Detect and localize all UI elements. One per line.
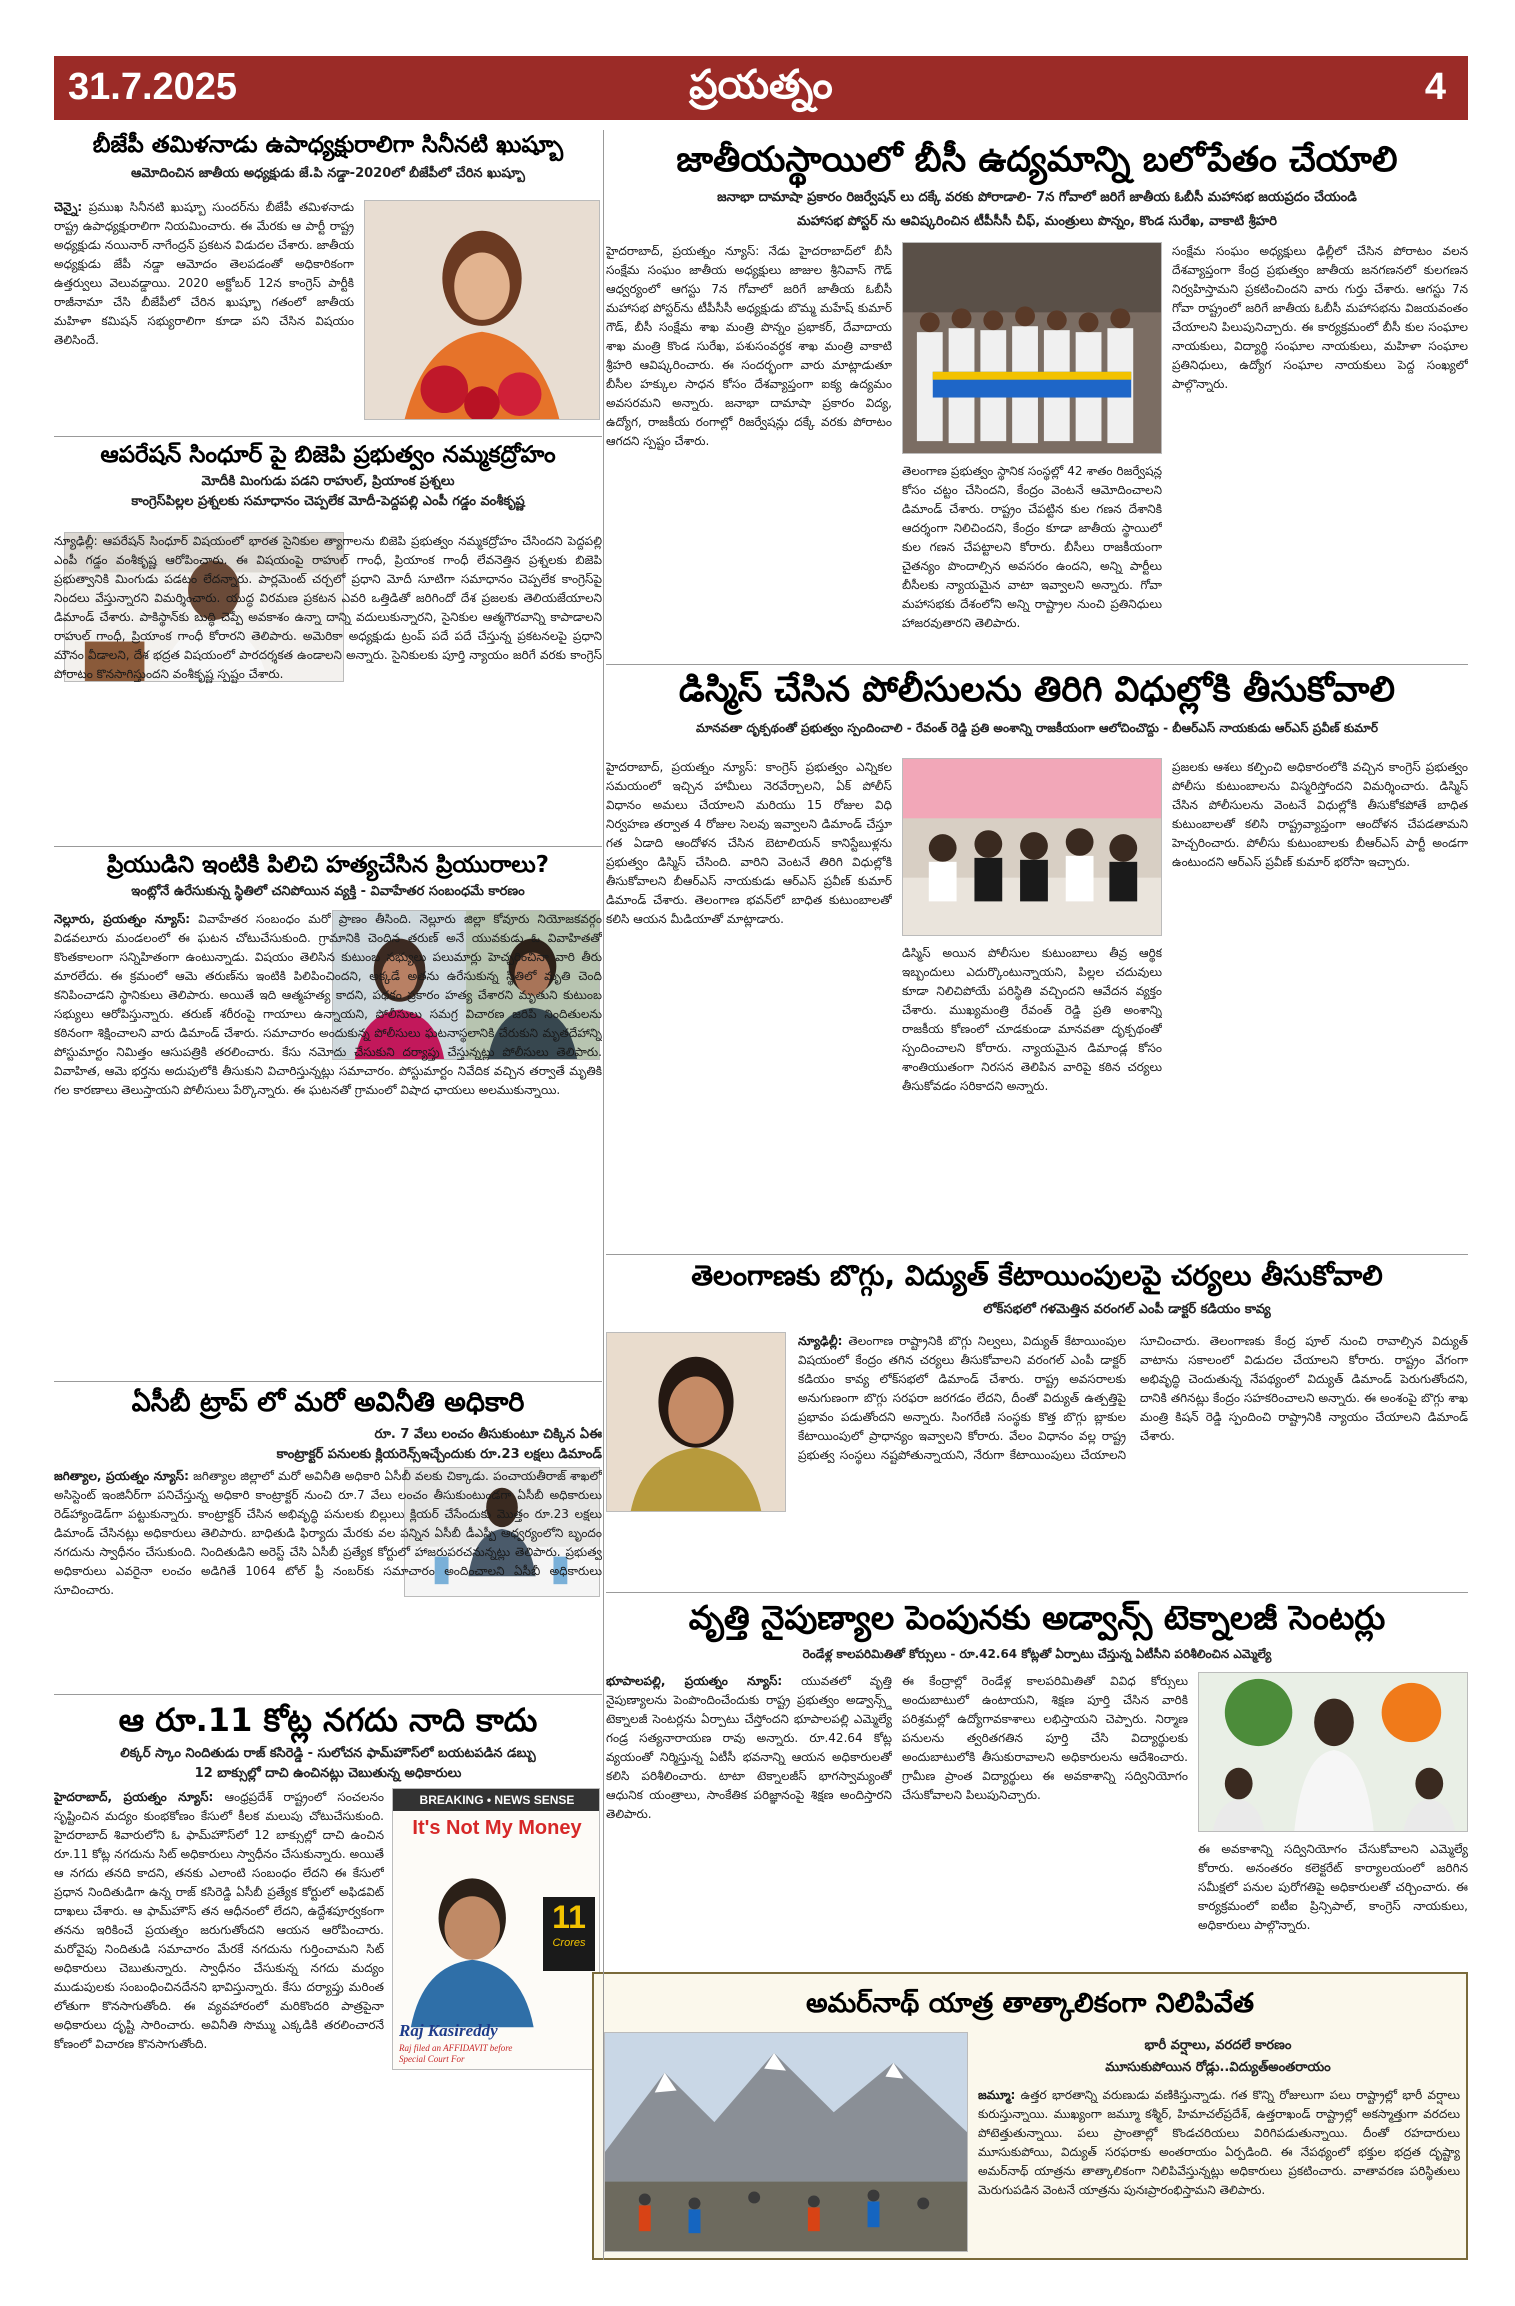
dateline: నెల్లూరు, ప్రయత్నం న్యూస్: xyxy=(54,912,191,926)
section-divider xyxy=(54,846,602,847)
subheadline: లిక్కర్ స్కాం నిందితుడు రాజ్ కసిరెడ్డి - సులోచన ఫామ్‌హౌస్‌లో బయటపడిన డబ్బు xyxy=(120,1746,536,1761)
section-divider xyxy=(54,1694,602,1695)
body-text: ప్రముఖ సినీనటి ఖుష్బూ సుందర్‌ను బీజేపీ తమిళనాడు రాష్ట్ర ఉపాధ్యక్షురాలిగా నియమించారు. ఈ మేరకు ఆ పార్టీ రాష్ట్ర అధ్యక్షుడు నయినార్ నాగేంద్రన్ ప్రకటన విడుదల చేశారు. జాతీయ అధ్యక్షుడు జేపీ నడ్డా ఆమోదం తెలపడంతో అధికారికంగా ఉత్తర్వులు వెలువడ్డాయి. 2020 అక్టోబర్ 12న కాంగ్రెస్ పార్టీకి రాజీనామా చేసి బీజేపీలో చేరిన ఖుష్బూ గతంలో జాతీయ మహిళా కమిషన్ సభ్యురాలిగా కూడా పని చేసిన విషయం తెలిసిందే. xyxy=(54,200,354,347)
subheadline: లోక్‌సభలో గళమెత్తిన వరంగల్ ఎంపీ డాక్టర్ కడియం కావ్య xyxy=(983,1302,1271,1317)
article-body-col3: ఈ అవకాశాన్ని సద్వినియోగం చేసుకోవాలని ఎమ్మెల్యే కోరారు. అనంతరం కలెక్టరేట్ కార్యాలయంలో జరిగిన సమీక్షలో పనుల పురోగతిపై అధికారులతో చర్చించారు. ఈ కార్యక్రమంలో ఐటీఐ ప్రిన్సిపాల్, కాంగ్రెస్ నాయకులు, అధికారులు పాల్గొన్నారు. xyxy=(1198,1842,1468,1932)
page-number: 4 xyxy=(1424,66,1446,108)
section-divider xyxy=(606,1254,1468,1255)
khushbu-photo xyxy=(364,200,600,420)
subheadline: మోదీకి మింగుడు పడని రాహుల్, ప్రియాంక ప్రశ్నలు xyxy=(201,474,455,489)
headline: ఆ రూ.11 కోట్ల నగదు నాది కాదు xyxy=(118,1701,538,1739)
newspaper-title: ప్రయత్నం xyxy=(689,62,833,108)
body-text: జగిత్యాల జిల్లాలో మరో అవినీతి అధికారి ఏసీబీ వలకు చిక్కాడు. పంచాయతీరాజ్ శాఖలో అసిస్టెంట్ ఇంజినీర్‌గా పనిచేస్తున్న అధికారి కాంట్రాక్టర్ నుంచి రూ.7 వేలు లంచం తీసుకుంటుండగా ఏసీబీ అధికారులు రెడ్‌హ్యాండెడ్‌గా పట్టుకున్నారు. కాంట్రాక్టర్ చేసిన అభివృద్ధి పనులకు బిల్లులు క్లియర్ చేసేందుకు మొత్తం రూ.23 లక్షలు డిమాండ్ చేసినట్లు అధికారులు తెలిపారు. బాధితుడి ఫిర్యాదు మేరకు వల పన్నిన ఏసీబీ డీఎస్పీ ఆధ్వర్యంలోని బృందం నగదును స్వాధీనం చేసుకుంది. నిందితుడిని అరెస్ట్ చేసి ఏసీబీ ప్రత్యేక కోర్టులో హాజరుపరచనున్నట్లు తెలిపారు. ప్రభుత్వ అధికారులు ఎవరైనా లంచం అడిగితే 1064 టోల్ ఫ్రీ నంబర్‌కు సమాచారం అందించాలని ఏసీబీ అధికారులు సూచించారు. xyxy=(54,1469,602,1597)
dateline: భూపాలపల్లి, ప్రయత్నం న్యూస్: xyxy=(606,1674,783,1688)
subheadline: ఇంట్లోనే ఉరేసుకున్న స్థితిలో చనిపోయిన వ్యక్తి - వివాహేతర సంబంధమే కారణం xyxy=(131,884,525,899)
article-body-col3: సంక్షేమ సంఘం అధ్యక్షులు ఢిల్లీలో చేసిన పోరాటం వలన దేశవ్యాప్తంగా కేంద్ర ప్రభుత్వం జాతీయ జనగణనలో కులగణన నిర్వహిస్తామని ప్రకటించిందని వారు గుర్తు చేశారు. ఆగస్టు 7న గోవా రాష్ట్రంలో జరిగే జాతీయ ఓబీసీ మహాసభను విజయవంతం చేయాలని పిలుపునిచ్చారు. ఈ కార్యక్రమంలో బీసీ కుల సంఘాల నాయకులు, విద్యార్థి సంఘాల నాయకులు, మహిళా సంఘాల ప్రతినిధులు, ఉద్యోగ సంఘాల నాయకులు పెద్ద సంఖ్యలో పాల్గొన్నారు. xyxy=(1172,244,1468,391)
police-press-photo xyxy=(902,758,1162,936)
dateline: చెన్నై: xyxy=(54,200,83,214)
masthead xyxy=(54,56,1468,120)
article-skills xyxy=(606,1596,1468,1966)
headline: ఏసీబీ ట్రాప్ లో మరో అవినీతి అధికారి xyxy=(131,1387,525,1418)
article-body-col2: ఈ కేంద్రాల్లో రెండేళ్ల కాలపరిమితితో వివిధ కోర్సులు అందుబాటులో ఉంటాయని, శిక్షణ పూర్తి చేసిన వారికి పరిశ్రమల్లో ఉద్యోగావకాశాలు లభిస్తాయని చెప్పారు. నిర్మాణ పనులను త్వరితగతిన పూర్తి చేసి విద్యార్థులకు అందుబాటులోకి తీసుకురావాలని అధికారులను ఆదేశించారు. గ్రామీణ ప్రాంత విద్యార్థులు ఈ అవకాశాన్ని సద్వినియోగం చేసుకోవాలని పిలుపునిచ్చారు. xyxy=(902,1674,1188,1802)
dateline: హైదరాబాద్, ప్రయత్నం న్యూస్: xyxy=(54,1790,214,1804)
section-divider xyxy=(54,1381,602,1382)
article-body-col2: డిస్మిస్ అయిన పోలీసుల కుటుంబాలు తీవ్ర ఆర్థిక ఇబ్బందులు ఎదుర్కొంటున్నాయని, పిల్లల చదువులు కూడా నిలిచిపోయే పరిస్థితి వచ్చిందని ఆవేదన వ్యక్తం చేశారు. ముఖ్యమంత్రి రేవంత్ రెడ్డి ప్రతి అంశాన్ని రాజకీయ కోణంలో చూడకుండా మానవతా దృక్పథంతో స్పందించాలని కోరారు. న్యాయమైన డిమాండ్ల కోసం శాంతియుతంగా నిరసన తెలిపిన వారిపై కఠిన చర్యలు తీసుకోవడం సరికాదని అన్నారు. xyxy=(902,946,1162,1093)
mla-photo xyxy=(1198,1672,1468,1832)
headline: అమర్‌నాథ్ యాత్ర తాత్కాలికంగా నిలిపివేత xyxy=(806,1988,1254,2019)
article-lover xyxy=(54,850,602,1380)
headline: వృత్తి నైపుణ్యాల పెంపునకు అడ్వాన్స్ టెక్నాలజీ సెంటర్లు xyxy=(688,1598,1386,1637)
person-name: Raj Kasireddy xyxy=(399,2021,498,2040)
article-khushbu xyxy=(54,130,602,430)
article-body-col2: తెలంగాణ ప్రభుత్వం స్థానిక సంస్థల్లో 42 శాతం రిజర్వేషన్ల కోసం చట్టం చేసిందని, కేంద్రం వెంటనే ఆమోదించాలని డిమాండ్ చేశారు. రాష్ట్రం చేపట్టిన కుల గణన దేశానికి ఆదర్శంగా నిలిచిందని, కేంద్రం కూడా జాతీయ స్థాయిలో కుల గణన చేపట్టాలని కోరారు. బీసీలు రాజకీయంగా చైతన్యం పొందాల్సిన అవసరం ఉందని, అన్ని పార్టీలు బీసీలకు న్యాయమైన వాటా ఇవ్వాలని అన్నారు. గోవా మహాసభకు దేశంలోని అన్ని రాష్ట్రాల నుంచి ప్రతినిధులు హాజరవుతారని తెలిపారు. xyxy=(902,464,1162,630)
article-coal xyxy=(606,1258,1468,1588)
column-divider xyxy=(603,130,604,2260)
article-body xyxy=(54,198,354,428)
headline: బీజేపీ తమిళనాడు ఉపాధ్యక్షురాలిగా సినీనటి ఖుష్బూ xyxy=(92,132,564,158)
subheadline-2: మూసుకుపోయిన రోడ్లు..విద్యుత్‌అంతరాయం xyxy=(1105,2060,1331,2075)
headline: జాతీయస్థాయిలో బీసీ ఉద్యమాన్ని బలోపేతం చేయాలి xyxy=(676,140,1398,180)
badge-text: Crores xyxy=(552,1937,586,1949)
headline: తెలంగాణకు బొగ్గు, విద్యుత్ కేటాయింపులపై చర్యలు తీసుకోవాలి xyxy=(691,1259,1383,1292)
article-body xyxy=(54,1788,384,2256)
body-text: తెలంగాణ రాష్ట్రానికి బొగ్గు నిల్వలు, విద్యుత్ కేటాయింపుల విషయంలో కేంద్రం తగిన చర్యలు తీసుకోవాలని వరంగల్ ఎంపీ డాక్టర్ కడియం కావ్య లోక్‌సభలో డిమాండ్ చేశారు. రాష్ట్ర అవసరాలకు అనుగుణంగా బొగ్గు సరఫరా జరగడం లేదని, దీంతో విద్యుత్ ఉత్పత్తిపై ప్రభావం పడుతోందని అన్నారు. సింగరేణి సంస్థకు కొత్త బొగ్గు బ్లాకుల కేటాయింపులో ప్రాధాన్యం ఇవ్వాలని కోరారు. వేలం విధానం వల్ల రాష్ట్ర ప్రభుత్వ సంస్థలు నష్టపోతున్నాయని, నేరుగా కేటాయింపులు చేయాలని సూచించారు. తెలంగాణకు కేంద్ర పూల్ నుంచి రావాల్సిన విద్యుత్ వాటాను సకాలంలో విడుదల చేయాలని కోరారు. రాష్ట్రం వేగంగా అభివృద్ధి చెందుతున్న నేపథ్యంలో విద్యుత్ డిమాండ్ పెరుగుతోందని, దానికి తగినట్లు కేంద్రం సహకరించాలని అన్నారు. ఈ అంశంపై బొగ్గు శాఖ మంత్రి కిషన్ రెడ్డి స్పందించి రాష్ట్రానికి న్యాయం చేయాలని డిమాండ్ చేశారు. xyxy=(798,1334,1468,1462)
body-text: వివాహేతర సంబంధం మరో ప్రాణం తీసింది. నెల్లూరు జిల్లా కోవూరు నియోజకవర్గం విడవలూరు మండలంలో ఈ ఘటన చోటుచేసుకుంది. గ్రామానికి చెందిన తరుణ్ అనే యువకుడు ఓ వివాహితతో కొంతకాలంగా సన్నిహితంగా ఉంటున్నాడు. విషయం తెలిసిన కుటుంబ సభ్యులు పలుమార్లు హెచ్చరించినా వారి తీరు మారలేదు. ఈ క్రమంలో ఆమె తరుణ్‌ను ఇంటికి పిలిపించిందని, అక్కడే అతను ఉరేసుకున్న స్థితిలో మృతి చెంది కనిపించాడని స్థానికులు తెలిపారు. అయితే ఇది ఆత్మహత్య కాదని, పథకం ప్రకారం హత్య చేశారని మృతుని కుటుంబ సభ్యులు ఆరోపిస్తున్నారు. తరుణ్ శరీరంపై గాయాలు ఉన్నాయని, పోలీసులు సమగ్ర విచారణ జరిపి నిందితులను కఠినంగా శిక్షించాలని వారు డిమాండ్ చేశారు. సమాచారం అందుకున్న పోలీసులు ఘటనాస్థలానికి చేరుకుని మృతదేహాన్ని పోస్టుమార్టం నిమిత్తం ఆసుపత్రికి తరలించారు. కేసు నమోదు చేసుకుని దర్యాప్తు చేస్తున్నట్లు పోలీసులు తెలిపారు. వివాహిత, ఆమె భర్తను అదుపులోకి తీసుకుని విచారిస్తున్నట్లు సమాచారం. పోస్టుమార్టం నివేదిక వచ్చిన తర్వాతే మృతికి గల కారణాలు తెలుస్తాయని పోలీసులు పేర్కొన్నారు. ఈ ఘటనతో గ్రామంలో విషాద ఛాయలు అలముకున్నాయి. xyxy=(54,912,602,1097)
body-text: యువతలో వృత్తి నైపుణ్యాలను పెంపొందించేందుకు రాష్ట్ర ప్రభుత్వం అడ్వాన్స్డ్ టెక్నాలజీ సెంటర్లను ఏర్పాటు చేస్తోందని భూపాలపల్లి ఎమ్మెల్యే గండ్ర సత్యనారాయణ రావు అన్నారు. రూ.42.64 కోట్ల వ్యయంతో నిర్మిస్తున్న ఏటీసీ భవనాన్ని ఆయన అధికారులతో కలిసి పరిశీలించారు. టాటా టెక్నాలజీస్ భాగస్వామ్యంతో ఆధునిక యంత్రాలు, సాంకేతిక పరిజ్ఞానంపై శిక్షణ అందిస్తారని తెలిపారు. xyxy=(606,1674,892,1821)
article-liquor xyxy=(54,1698,602,2258)
section-divider xyxy=(54,436,602,437)
dateline: జమ్మూ: xyxy=(978,2088,1016,2102)
issue-date: 31.7.2025 xyxy=(68,66,238,108)
dateline: న్యూఢిల్లీ: xyxy=(798,1334,843,1348)
article-sindoor xyxy=(54,440,602,840)
subheadline-2: కాంగ్రెస్‌పిల్లల ప్రశ్నలకు సమాధానం చెప్పలేక మోదీ-పెద్దపల్లి ఎంపీ గడ్డం వంశీకృష్ణ xyxy=(131,494,525,509)
section-divider xyxy=(606,664,1468,665)
amarnath-photo xyxy=(604,2032,968,2252)
headline: డిస్మిస్ చేసిన పోలీసులను తిరిగి విధుల్లోకి తీసుకోవాలి xyxy=(678,670,1396,710)
article-body-col1: హైదరాబాద్, ప్రయత్నం న్యూస్: కాంగ్రెస్ ప్రభుత్వం ఎన్నికల సమయంలో ఇచ్చిన హామీలు నెరవేర్చాలని, ఏక్ పోలీస్ విధానం అమలు చేయాలని మరియు 15 రోజుల విధి నిర్వహణ తర్వాత 4 రోజుల సెలవు ఇవ్వాలని డిమాండ్ చేస్తూ గత ఏడాది ఆందోళన చేసిన బెటాలియన్ కానిస్టేబుళ్లను ప్రభుత్వం డిస్మిస్ చేసింది. వారిని వెంటనే తిరిగి విధుల్లోకి తీసుకోవాలని బీఆర్ఎస్ నాయకుడు ఆర్ఎస్ ప్రవీణ్ కుమార్ డిమాండ్ చేశారు. తెలంగాణ భవన్‌లో బాధిత కుటుంబాలతో కలిసి ఆయన మీడియాతో మాట్లాడారు. xyxy=(606,760,892,926)
section-divider xyxy=(606,1592,1468,1593)
photo-title: It's Not My Money xyxy=(412,1817,582,1839)
bc-poster-photo xyxy=(902,242,1162,454)
badge-number: 11 xyxy=(552,1899,586,1935)
crores-badge xyxy=(543,1897,595,1971)
article-body: న్యూఢిల్లీ: ఆపరేషన్ సింధూర్ విషయంలో భారత సైనికుల త్యాగాలను బిజెపి ప్రభుత్వం నమ్మకద్రోహం చేసిందని పెద్దపల్లి ఎంపీ గడ్డం వంశీకృష్ణ ఆరోపించారు. ఈ విషయంపై రాహుల్ గాంధీ, ప్రియాంక గాంధీ లేవనెత్తిన ప్రశ్నలకు బిజెపి ప్రభుత్వానికి మింగుడు పడటం లేదన్నారు. పార్లమెంట్ చర్చలో ప్రధాని మోదీ సూటిగా సమాధానం చెప్పలేక కాంగ్రెస్‌పై నిందలు వేస్తున్నారని విమర్శించారు. యుద్ధ విరమణ ప్రకటన ఎవరి ఒత్తిడితో జరిగిందో దేశ ప్రజలకు తెలియజేయాలని డిమాండ్ చేశారు. పాకిస్థాన్‌కు బుద్ధి చెప్పే అవకాశం ఉన్నా దాన్ని వదులుకున్నారని, సైనికుల ఆత్మగౌరవాన్ని కాపాడాలని రాహుల్ గాంధీ, ప్రియాంక గాంధీ కోరారని తెలిపారు. అమెరికా అధ్యక్షుడు ట్రంప్ పదే పదే చేస్తున్న ప్రకటనలపై ప్రధాని మౌనం వీడాలని, దేశ భద్రత విషయంలో పారదర్శకత ఉండాలని అన్నారు. సైనికులకు పూర్తి న్యాయం జరిగే వరకు కాంగ్రెస్ పోరాటం కొనసాగిస్తుందని వంశీకృష్ణ స్పష్టం చేశారు. xyxy=(54,534,602,681)
article-body-col1: హైదరాబాద్, ప్రయత్నం న్యూస్: నేడు హైదరాబాద్‌లో బీసీ సంక్షేమ సంఘం జాతీయ అధ్యక్షులు జాజుల శ్రీనివాస్ గౌడ్ ఆధ్వర్యంలో ఆగస్టు 7న గోవాలో జరిగే జాతీయ ఓబీసీ మహాసభ పోస్టర్‌ను టీపీసీసీ అధ్యక్షుడు బొమ్మ మహేష్ కుమార్ గౌడ్, బీసీ సంక్షేమ శాఖ మంత్రి పొన్నం ప్రభాకర్, దేవాదాయ శాఖ మంత్రి కొండ సురేఖ, పశుసంవర్ధక శాఖ మంత్రి వాకాటి శ్రీహరి ఆవిష్కరించారు. ఈ సందర్భంగా వారు మాట్లాడుతూ బీసీల హక్కుల సాధన కోసం దేశవ్యాప్తంగా ఐక్య ఉద్యమం అవసరమని అన్నారు. జనాభా దామాషా ప్రకారం విద్య, ఉద్యోగ, రాజకీయ రంగాల్లో రిజర్వేషన్లు దక్కే వరకు పోరాటం ఆగదని స్పష్టం చేశారు. xyxy=(606,244,892,448)
article-body-col3: ప్రజలకు ఆశలు కల్పించి అధికారంలోకి వచ్చిన కాంగ్రెస్ ప్రభుత్వం పోలీసు కుటుంబాలను విస్మరిస్తోందని విమర్శించారు. డిస్మిస్ చేసిన పోలీసులను వెంటనే విధుల్లోకి తీసుకోకపోతే బాధిత కుటుంబాలతో కలిసి రాష్ట్రవ్యాప్తంగా ఆందోళన చేపడతామని హెచ్చరించారు. పోలీసు కుటుంబాలకు బీఆర్ఎస్ పార్టీ అండగా ఉంటుందని ఆర్ఎస్ ప్రవీణ్ కుమార్ భరోసా ఇచ్చారు. xyxy=(1172,760,1468,869)
subheadline: ఆమోదించిన జాతీయ అధ్యక్షుడు జే.పి నడ్డా-2020లో బీజేపీలో చేరిన ఖుష్బూ xyxy=(131,166,525,181)
article-amarnath xyxy=(592,1972,1468,2260)
subheadline: భారీ వర్షాలు, వరదలే కారణం xyxy=(1144,2038,1292,2053)
headline: ఆపరేషన్ సింధూర్ పై బిజెపి ప్రభుత్వం నమ్మకద్రోహం xyxy=(100,442,556,468)
news-banner: BREAKING • NEWS SENSE xyxy=(393,1789,600,1811)
subheadline: రెండేళ్ల కాలపరిమితితో కోర్సులు - రూ.42.64 కోట్లతో ఏర్పాటు చేస్తున్న ఏటీసీని పరిశీలించిన ఎమ్మెల్యే xyxy=(802,1647,1272,1661)
article-body-col1 xyxy=(606,1672,892,1964)
subheadline-2: కాంట్రాక్టర్ పనులకు క్లియరెన్స్‌ఇచ్చేందుకు రూ.23 లక్షలు డిమాండ్ xyxy=(276,1447,602,1462)
article-acb xyxy=(54,1385,602,1690)
affidavit-note: Raj filed an AFFIDAVIT before Special Court For xyxy=(399,2043,513,2064)
body-text: ఉత్తర భారతాన్ని వరుణుడు వణికిస్తున్నాడు. గత కొన్ని రోజులుగా పలు రాష్ట్రాల్లో భారీ వర్షాలు కురుస్తున్నాయి. ముఖ్యంగా జమ్మూ కశ్మీర్, హిమాచల్‌ప్రదేశ్, ఉత్తరాఖండ్ రాష్ట్రాల్లో అకస్మాత్తుగా వరదలు పోటెత్తుతున్నాయి. పలు ప్రాంతాల్లో కొండచరియలు విరిగిపడుతున్నాయి. దీంతో రహదారులు మూసుకుపోయి, విద్యుత్ సరఫరాకు అంతరాయం ఏర్పడింది. ఈ నేపథ్యంలో భక్తుల భద్రత దృష్ట్యా అమర్‌నాథ్ యాత్రను తాత్కాలికంగా నిలిపివేస్తున్నట్లు అధికారులు ప్రకటించారు. వాతావరణ పరిస్థితులు మెరుగుపడిన వెంటనే యాత్రను పునఃప్రారంభిస్తామని తెలిపారు. xyxy=(978,2088,1460,2197)
kavya-photo xyxy=(606,1332,786,1512)
article-body xyxy=(978,2086,1460,2252)
subheadline: రూ. 7 వేలు లంచం తీసుకుంటూ చిక్కిన ఏఈ xyxy=(374,1427,602,1442)
article-bc xyxy=(606,138,1468,658)
subheadline: మానవతా దృక్పథంతో ప్రభుత్వం స్పందించాలి - రేవంత్ రెడ్డి ప్రతి అంశాన్ని రాజకీయంగా ఆలోచించొద్దు - బీఆర్ఎస్ నాయకుడు ఆర్ఎస్ ప్రవీణ్ కుమార్ xyxy=(696,721,1378,735)
article-body xyxy=(54,910,602,1378)
subheadline-2: మహాసభ పోస్టర్ ను ఆవిష్కరించిన టీపీసీసీ చీఫ్, మంత్రులు పొన్నం, కొండ సురేఖ, వాకాటి శ్రీహరి xyxy=(797,214,1277,229)
article-body xyxy=(54,1467,602,1689)
body-text: ఆంధ్రప్రదేశ్ రాష్ట్రంలో సంచలనం సృష్టించిన మద్యం కుంభకోణం కేసులో కీలక మలుపు చోటుచేసుకుంది. హైదరాబాద్ శివారులోని ఓ ఫామ్‌హౌస్‌లో 12 బాక్సుల్లో దాచి ఉంచిన రూ.11 కోట్ల నగదును సిట్ అధికారులు స్వాధీనం చేసుకున్నారు. అయితే ఆ నగదు తనది కాదని, తనకు ఎలాంటి సంబంధం లేదని ఈ కేసులో ప్రధాన నిందితుడిగా ఉన్న రాజ్ కసిరెడ్డి ఏసీబీ ప్రత్యేక కోర్టులో అఫిడవిట్ దాఖలు చేశారు. ఆ ఫామ్‌హౌస్ తన ఆధీనంలో లేదని, ఉద్దేశపూర్వకంగా తనను ఇరికించే ప్రయత్నం జరుగుతోందని ఆయన ఆరోపించారు. మరోవైపు నిందితుడి సమాచారం మేరకే నగదును గుర్తించామని సిట్ అధికారులు చెబుతున్నారు. స్వాధీనం చేసుకున్న నగదు మద్యం ముడుపులకు సంబంధించినదేనని భావిస్తున్నారు. కేసు దర్యాప్తు మరింత లోతుగా కొనసాగుతోంది. ఈ వ్యవహారంలో మరికొందరి పాత్రపైనా అధికారులు దృష్టి సారించారు. అవినీతి సొమ్ము ఎక్కడికి తరలించారనే కోణంలో విచారణ కొనసాగుతోంది. xyxy=(54,1790,384,2051)
subheadline-2: 12 బాక్సుల్లో దాచి ఉంచినట్లు చెబుతున్న అధికారులు xyxy=(194,1766,462,1781)
headline: ప్రియుడిని ఇంటికి పిలిచి హత్యచేసిన ప్రియురాలు? xyxy=(106,852,550,878)
dateline: జగిత్యాల, ప్రయత్నం న్యూస్: xyxy=(54,1469,189,1483)
raj-photo xyxy=(392,1788,600,2070)
subheadline: జనాభా దామాషా ప్రకారం రిజర్వేషన్ లు దక్కే వరకు పోరాడాలి- 7న గోవాలో జరిగే జాతీయ ఓబీసీ మహాసభ జయప్రదం చేయండి xyxy=(717,190,1357,205)
article-police xyxy=(606,668,1468,1250)
article-body xyxy=(798,1332,1468,1586)
